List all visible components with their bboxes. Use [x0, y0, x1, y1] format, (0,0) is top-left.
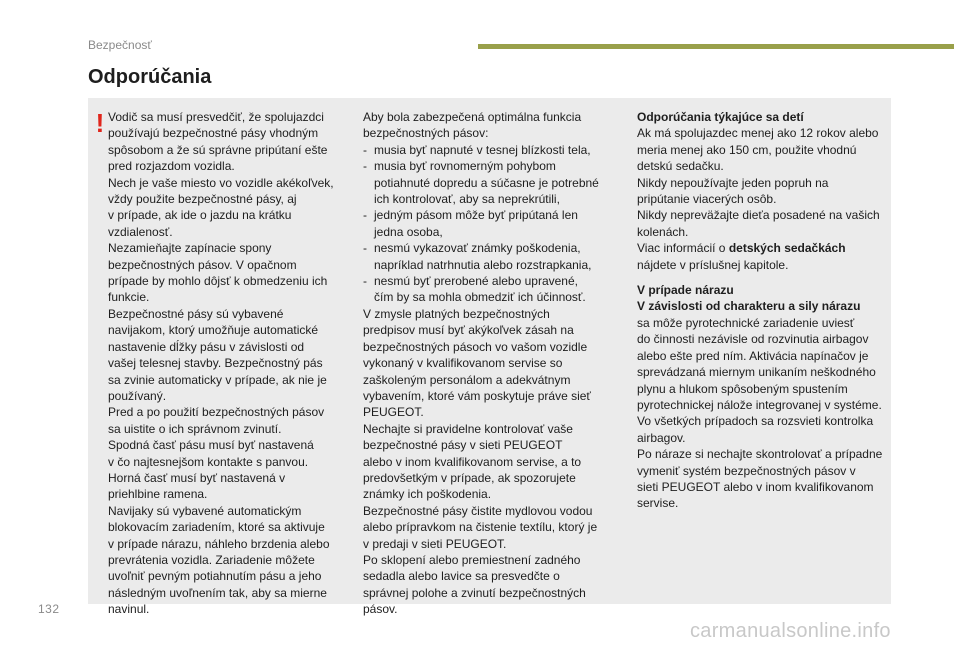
list-item-line [363, 158, 613, 174]
dash-bullet: - [363, 208, 367, 223]
dash-bullet: - [363, 142, 367, 157]
text-line: používaný. [108, 388, 167, 403]
text-line: vymeniť systém bezpečnostných pásov v [637, 463, 856, 478]
column-seatbelt-warning [108, 109, 352, 618]
column-seatbelt-care [363, 109, 613, 618]
text-line: alebo v inom kvalifikovanom servise, a to [363, 454, 582, 469]
text-line: Horná časť musí byť nastavená v [108, 470, 286, 485]
list-item-text: napríklad natrhnutia alebo rozstrapkania, [374, 257, 592, 272]
list-item-text: potiahnuté dopredu a súčasne je potrebné [374, 175, 599, 190]
text-line: bezpečnostných pásoch vo vašom vozidle [363, 339, 588, 354]
text-line: bezpečnostné pásy v sieti PEUGEOT [363, 438, 563, 453]
text-line: Nikdy nepoužívajte jeden popruh na [637, 175, 829, 190]
text-line: vykonaný v kvalifikovanom servise so [363, 356, 563, 371]
text-line: pásov. [363, 602, 398, 617]
text-line: bezpečnostných pásov: [363, 126, 489, 141]
text-line: vybavením, ktoré vám poskytuje práve sieť [363, 388, 591, 403]
text-line: V prípade nárazu [637, 283, 734, 298]
list-item-line [363, 224, 613, 240]
text-line: vzdialenosť. [108, 224, 173, 239]
text-line: do činnosti nezávisle od rozvinutia airbagov [637, 332, 869, 347]
text-line: Ak má spolujazdec menej ako 12 rokov alebo [637, 126, 879, 141]
dash-bullet [363, 224, 374, 240]
text-line: plynu a hlukom spôsobeným spustením [637, 381, 848, 396]
text-line: V zmysle platných bezpečnostných [363, 306, 550, 321]
text-line: Nikdy nepreväžajte dieťa posadené na vašich [637, 208, 880, 223]
text-line: v čo najtesnejšom kontakte s panvou. [108, 454, 309, 469]
text-line: detskú sedačku. [637, 159, 724, 174]
text-line: alebo ešte pred ním. Aktivácia napínačov je [637, 348, 869, 363]
text-line: v predaji v sieti PEUGEOT. [363, 536, 507, 551]
header-accent-bar [478, 44, 954, 49]
text-line: Odporúčania týkajúce sa detí [637, 110, 804, 124]
text-line: nastavenie dĺžky pásu v závislosti od [108, 339, 305, 354]
dash-bullet [363, 257, 374, 273]
text-line: Bezpečnostné pásy sú vybavené [108, 306, 284, 321]
column-children-and-impact [637, 109, 887, 512]
text-line: V závislosti od charakteru a sily nárazu [637, 299, 861, 314]
text-line: funkcie. [108, 290, 150, 305]
text-line: používajú bezpečnostné pásy vhodným [108, 126, 319, 141]
text-line: zaškoleným personálom a adekvátnym [363, 372, 571, 387]
list-item-text: jedna osoba, [374, 224, 443, 239]
text-line: Nechajte si pravidelne kontrolovať vaše [363, 421, 573, 436]
text-line: kolenách. [637, 224, 689, 239]
text-line: Spodná časť pásu musí byť nastavená [108, 438, 314, 453]
more-info-prefix: Viac informácií o [637, 241, 729, 256]
text-line: Po náraze si nechajte skontrolovať a prípadne [637, 447, 883, 462]
text-line: predovšetkým v prípade, ak spozorujete [363, 470, 576, 485]
text-line: spôsobom a že sú správne pripútaní ešte [108, 142, 328, 157]
list-item-line [363, 191, 613, 207]
more-info-topic: detských sedačkách [728, 241, 846, 256]
text-line: sa zvinie automaticky v prípade, ak nie je [108, 372, 327, 387]
text-line: správnej polohe a zvinutí bezpečnostných [363, 585, 586, 600]
text-line: sa môže pyrotechnické zariadenie uviesť [637, 315, 855, 330]
text-line: Nech je vaše miesto vo vozidle akékoľvek, [108, 175, 334, 190]
list-item-line [363, 240, 613, 256]
text-line: Aby bola zabezpečená optimálna funkcia [363, 110, 582, 124]
section-label: Bezpečnosť [88, 38, 152, 52]
text-line: alebo prípravkom na čistenie textílu, ktorý je [363, 520, 598, 535]
paragraph-gap [637, 273, 887, 282]
list-item-text: ich kontrolovať, aby sa neprekrútili, [374, 192, 560, 207]
text-line: priehlbine ramena. [108, 487, 208, 502]
dash-bullet [363, 289, 374, 305]
text-line: sieti PEUGEOT alebo v inom kvalifikovanom [637, 479, 874, 494]
text-line: Po sklopení alebo premiestnení zadného [363, 552, 581, 567]
text-line: vašej telesnej stavby. Bezpečnostný pás [108, 356, 323, 371]
list-item-text: nesmú byť prerobené alebo upravené, [374, 274, 578, 289]
text-line: následným uvoľnením tak, aby sa mierne [108, 585, 327, 600]
dash-bullet: - [363, 159, 367, 174]
page-title: Odporúčania [88, 66, 212, 88]
text-line: pred rozjazdom vozidla. [108, 159, 235, 174]
list-item-text: jedným pásom môže byť pripútaná len [374, 208, 578, 223]
text-line: pyrotechnickej nálože integrovanej v systéme. [637, 397, 882, 412]
text-line: predpisov musí byť akýkoľvek zásah na [363, 323, 574, 338]
list-item-line [363, 289, 613, 305]
more-info-line [637, 240, 887, 256]
list-item-text: musia byť napnuté v tesnej blízkosti tela, [374, 142, 591, 157]
text-line: navijakom, ktorý umožňuje automatické [108, 323, 319, 338]
text-line: PEUGEOT. [363, 405, 424, 420]
text-line: prípade by mohlo dôjsť k obmedzeniu ich [108, 274, 328, 289]
text-line: airbagov. [637, 430, 686, 445]
text-line: vždy použite bezpečnostné pásy, aj [108, 192, 297, 207]
list-item-text: nesmú vykazovať známky poškodenia, [374, 241, 581, 256]
text-line: blokovacím zariadením, ktoré sa aktivuje [108, 520, 325, 535]
list-item-line [363, 257, 613, 273]
watermark: carmanualsonline.info [690, 620, 891, 642]
text-line: uvoľniť pevným potiahnutím pásu a jeho [108, 569, 322, 584]
text-line: bezpečnostných pásov. V opačnom [108, 257, 297, 272]
list-item-text: čím by sa mohla obmedziť ich účinnosť. [374, 290, 586, 305]
list-item-line [363, 142, 613, 158]
text-line: sedadla alebo lavice sa presvedčte o [363, 569, 560, 584]
text-line: navinul. [108, 602, 150, 617]
text-line: prevrátenia vozidla. Zariadenie môžete [108, 552, 315, 567]
list-item-line [363, 207, 613, 223]
text-line: v prípade, ak ide o jazdu na krátku [108, 208, 292, 223]
list-item-line [363, 273, 613, 289]
text-line: Vo všetkých prípadoch sa rozsvieti kontrolka [637, 414, 874, 429]
text-line: nájdete v príslušnej kapitole. [637, 257, 789, 272]
text-line: Navijaky sú vybavené automatickým [108, 503, 302, 518]
text-line: Pred a po použití bezpečnostných pásov [108, 405, 325, 420]
dash-bullet: - [363, 241, 367, 256]
dash-bullet [363, 175, 374, 191]
text-line: Vodič sa musí presvedčiť, že spolujazdci [108, 110, 324, 124]
text-line: Nezamieňajte zapínacie spony [108, 241, 272, 256]
text-line: servise. [637, 496, 679, 511]
dash-bullet [363, 191, 374, 207]
exclamation-warning-icon: ! [95, 108, 105, 138]
text-line: Bezpečnostné pásy čistite mydlovou vodou [363, 503, 593, 518]
list-item-text: musia byť rovnomerným pohybom [374, 159, 556, 174]
text-line: pripútanie viacerých osôb. [637, 192, 777, 207]
dash-bullet: - [363, 274, 367, 289]
list-item-line [363, 175, 613, 191]
text-line: meria menej ako 150 cm, použite vhodnú [637, 142, 857, 157]
page-number: 132 [38, 602, 60, 616]
text-line: v prípade nárazu, náhleho brzdenia alebo [108, 536, 330, 551]
text-line: sa uistite o ich správnom zvinutí. [108, 421, 282, 436]
text-line: známky ich poškodenia. [363, 487, 492, 502]
text-line: sprevádzaná miernym unikaním neškodného [637, 365, 876, 380]
